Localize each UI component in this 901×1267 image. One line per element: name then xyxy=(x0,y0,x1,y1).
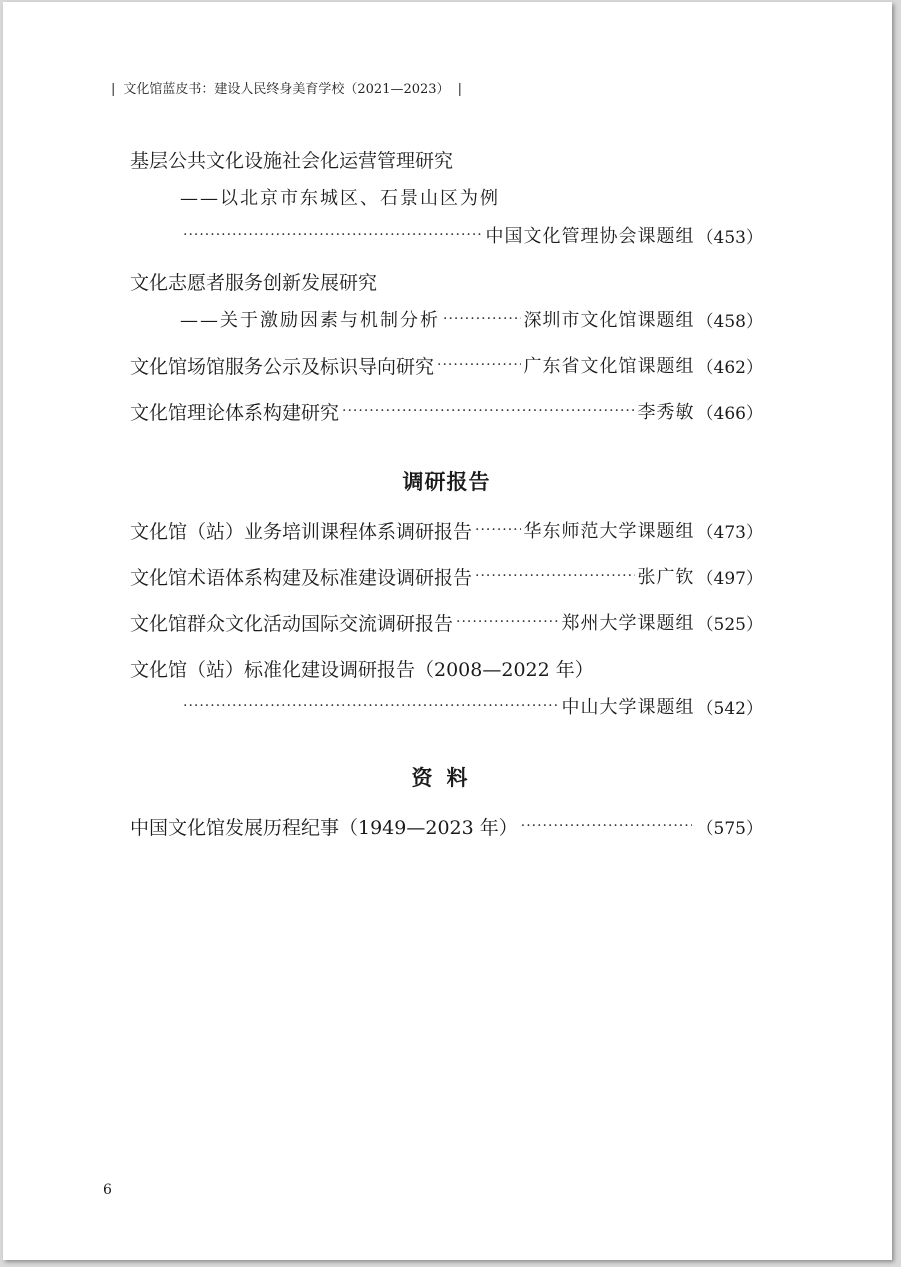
page-number: 6 xyxy=(103,1182,112,1198)
toc-entry-title-text: 文化馆（站）标准化建设调研报告（2008—2022 年） xyxy=(130,658,594,681)
toc-entry-author: 张广钦 xyxy=(637,567,695,588)
document-page xyxy=(3,2,892,1260)
toc-entry-author: 深圳市文化馆课题组 xyxy=(523,310,695,331)
toc-entry-author: 中国文化管理协会课题组 xyxy=(485,226,695,247)
toc-entry-title-text: 文化馆理论体系构建研究 xyxy=(130,401,340,424)
toc-entry-leader-line[interactable] xyxy=(180,693,763,719)
dot-leader xyxy=(437,355,521,375)
toc-entry-title-text: 文化馆群众文化活动国际交流调研报告 xyxy=(130,612,454,635)
dot-leader xyxy=(475,566,635,586)
toc-entry-page: （462） xyxy=(696,357,763,378)
toc-entry-title-text: 文化志愿者服务创新发展研究 xyxy=(130,271,378,294)
header-bar-right: | xyxy=(457,82,462,97)
toc-entry-author: 华东师范大学课题组 xyxy=(523,521,695,542)
dot-leader xyxy=(456,612,559,632)
dot-leader xyxy=(521,816,692,836)
section-heading-research: 调研报告 xyxy=(402,469,491,494)
toc-entry-page: （473） xyxy=(696,522,763,543)
header-title: 文化馆蓝皮书：建设人民终身美育学校（2021—2023） xyxy=(123,82,450,97)
toc-entry-page: （453） xyxy=(696,227,763,248)
toc-entry-title[interactable] xyxy=(130,146,763,172)
toc-entry-title-text: 中国文化馆发展历程纪事（1949—2023 年） xyxy=(130,816,518,839)
dot-leader xyxy=(183,225,483,245)
toc-entry[interactable] xyxy=(130,813,763,839)
toc-entry-title[interactable] xyxy=(130,655,763,681)
toc-entry-subtitle-line[interactable] xyxy=(180,306,763,332)
toc-entry[interactable] xyxy=(130,609,763,635)
toc-entry-author: 广东省文化馆课题组 xyxy=(523,356,695,377)
toc-entry-page: （525） xyxy=(696,614,763,635)
header-bar-left: | xyxy=(111,82,116,97)
toc-entry-page: （542） xyxy=(696,698,763,719)
toc-entry[interactable] xyxy=(130,352,763,378)
toc-entry-subtitle xyxy=(180,184,763,210)
toc-entry-title-text: 文化馆术语体系构建及标准建设调研报告 xyxy=(130,566,473,589)
toc-entry[interactable] xyxy=(130,517,763,543)
toc-entry-title-text: 基层公共文化设施社会化运营管理研究 xyxy=(130,149,454,172)
toc-entry-author: 中山大学课题组 xyxy=(561,697,695,718)
toc-entry-page: （497） xyxy=(696,568,763,589)
dot-leader xyxy=(342,401,635,421)
toc-entry-subtitle-text: ——以北京市东城区、石景山区为例 xyxy=(180,188,500,209)
toc-entry-page: （466） xyxy=(696,403,763,424)
toc-entry-subtitle-text: ——关于激励因素与机制分析 xyxy=(180,310,440,331)
toc-entry-title-text: 文化馆（站）业务培训课程体系调研报告 xyxy=(130,520,473,543)
toc-entry[interactable] xyxy=(130,398,763,424)
toc-entry-title-text: 文化馆场馆服务公示及标识导向研究 xyxy=(130,355,435,378)
toc-entry-page: （458） xyxy=(696,311,763,332)
dot-leader xyxy=(443,309,521,329)
toc-entry-page: （575） xyxy=(696,818,763,839)
running-header xyxy=(103,78,470,97)
dot-leader xyxy=(475,520,521,540)
toc-entry-leader-line[interactable] xyxy=(180,222,763,248)
toc-entry-author: 郑州大学课题组 xyxy=(561,613,695,634)
dot-leader xyxy=(183,696,559,716)
toc-entry-title[interactable] xyxy=(130,268,763,294)
section-heading-materials: 资料 xyxy=(411,765,482,790)
toc-entry-author: 李秀敏 xyxy=(637,402,695,423)
toc-entry[interactable] xyxy=(130,563,763,589)
